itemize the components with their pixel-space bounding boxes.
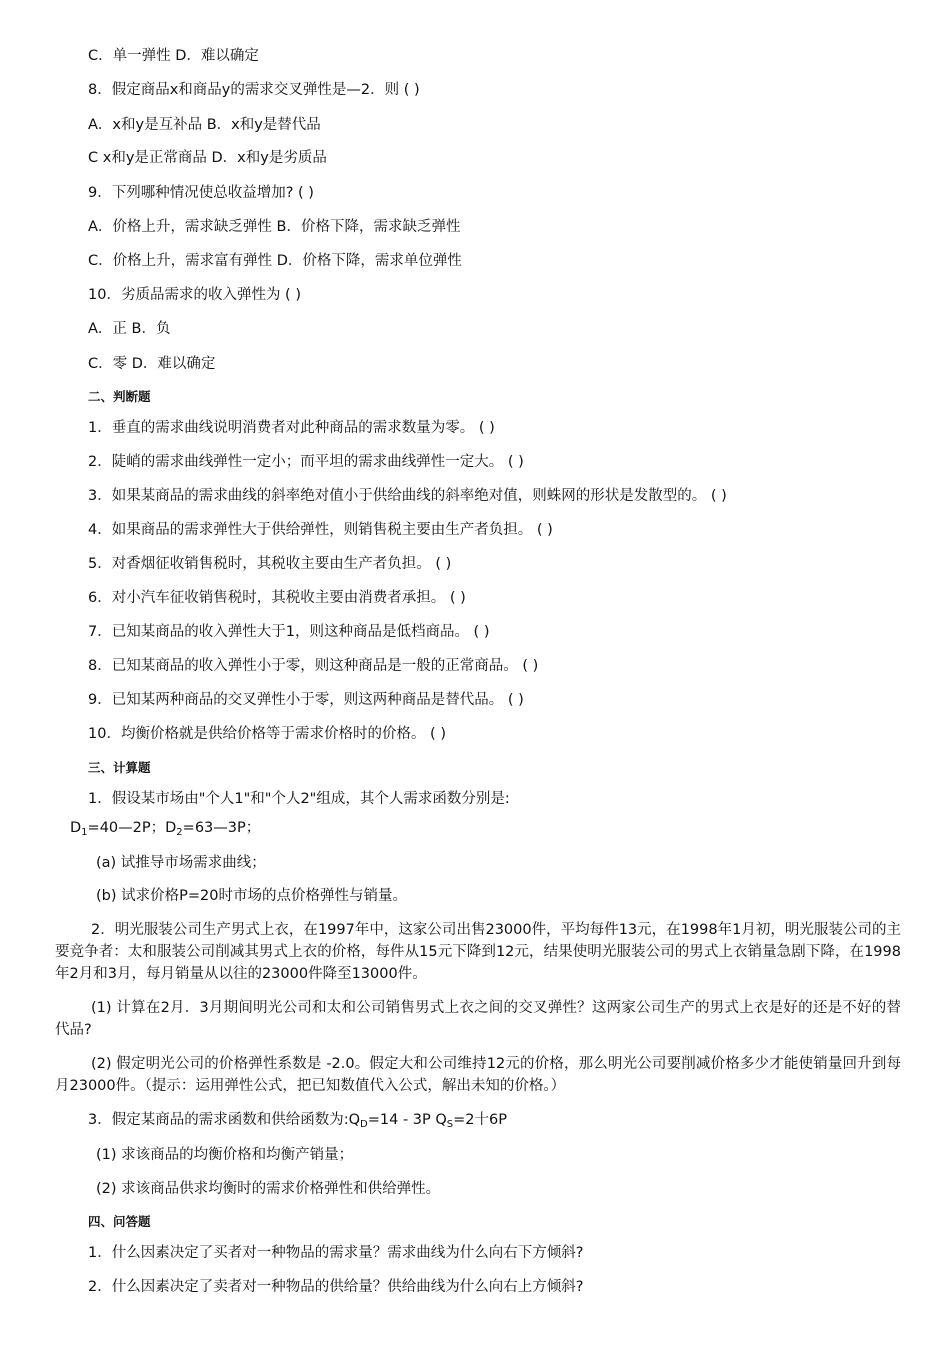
judgement-item: 2．陡峭的需求曲线弹性一定小；而平坦的需求曲线弹性一定大。 ( ) bbox=[88, 454, 524, 470]
section-heading-judgement: 二、判断题 bbox=[88, 389, 151, 404]
choice-line: C．价格上升，需求富有弹性 D．价格下降，需求单位弹性 bbox=[88, 253, 462, 269]
section-heading-qa: 四、问答题 bbox=[88, 1214, 151, 1229]
calc-question-3-1: (1) 求该商品的均衡价格和均衡产销量； bbox=[96, 1147, 354, 1163]
judgement-item: 7．已知某商品的收入弹性大于1，则这种商品是低档商品。 ( ) bbox=[88, 624, 490, 640]
demand-functions: $D_1=40—2P$；$D_2=63—3P$； bbox=[70, 820, 261, 838]
choice-line: C．零 D．难以确定 bbox=[88, 356, 216, 372]
calc-question-2: 2．明光服装公司生产男式上衣，在1997年中，这家公司出售23000件，平均每件13元，在1998年1月初，明光服装公司的主要竞争者：太和服装公司削减其男式上衣的价格，每件从15元下降到12元，结果使明光服装公司的男式上衣销量急剧下降，在1998年2月和3月，每月销量从以往的23000件降至13000件。 bbox=[55, 922, 901, 982]
calc-question-2-1: (1) 计算在2月．3月期间明光公司和太和公司销售男式上衣之间的交叉弹性？这两家公司生产的男式上衣是好的还是不好的替代品? bbox=[55, 1000, 901, 1038]
calc-question-2-2: (2) 假定明光公司的价格弹性系数是 -2.0。假定大和公司维持12元的价格，那么明光公司要削减价格多少才能使销量回升到每月23000件。（提示：运用弹性公式，把已知数值代入公式，解出未知的价格。） bbox=[55, 1056, 901, 1094]
judgement-item: 8．已知某商品的收入弹性小于零，则这种商品是一般的正常商品。 ( ) bbox=[88, 658, 539, 674]
judgement-item: 9．已知某两种商品的交叉弹性小于零，则这两种商品是替代品。 ( ) bbox=[88, 692, 524, 708]
choice-line: A．正 B．负 bbox=[88, 321, 171, 337]
calc-question-3-2: (2) 求该商品供求均衡时的需求价格弹性和供给弹性。 bbox=[96, 1181, 441, 1197]
choice-question-10: 10．劣质品需求的收入弹性为 ( ) bbox=[88, 287, 301, 303]
calc-question-1b: (b) 试求价格P=20时市场的点价格弹性与销量。 bbox=[96, 888, 407, 904]
judgement-item: 4．如果商品的需求弹性大于供给弹性，则销售税主要由生产者负担。 ( ) bbox=[88, 522, 553, 538]
section-heading-calculation: 三、计算题 bbox=[88, 760, 151, 775]
qa-item: 1．什么因素决定了买者对一种物品的需求量？需求曲线为什么向右下方倾斜? bbox=[88, 1245, 584, 1261]
choice-line: C．单一弹性 D．难以确定 bbox=[88, 48, 259, 64]
judgement-item: 10．均衡价格就是供给价格等于需求价格时的价格。 ( ) bbox=[88, 726, 446, 742]
judgement-item: 6．对小汽车征收销售税时，其税收主要由消费者承担。 ( ) bbox=[88, 590, 466, 606]
judgement-item: 5．对香烟征收销售税时，其税收主要由生产者负担。 ( ) bbox=[88, 556, 452, 572]
calc-question-3: 3．假定某商品的需求函数和供给函数为$:Q_D=14 - 3P$ $Q_S=2$十6P bbox=[88, 1112, 507, 1130]
choice-question-8: 8．假定商品x和商品y的需求交叉弹性是—2．则 ( ) bbox=[88, 82, 420, 98]
choice-line: C x和y是正常商品 D．x和y是劣质品 bbox=[88, 150, 327, 166]
judgement-item: 3．如果某商品的需求曲线的斜率绝对值小于供给曲线的斜率绝对值，则蛛网的形状是发散型的。 ( ) bbox=[88, 488, 727, 504]
qa-item: 2．什么因素决定了卖者对一种物品的供给量？供给曲线为什么向右上方倾斜? bbox=[88, 1279, 584, 1295]
calc-question-1: 1．假设某市场由"个人1"和"个人2"组成，其个人需求函数分别是: bbox=[88, 791, 510, 807]
choice-line: A．x和y是互补品 B．x和y是替代品 bbox=[88, 117, 321, 133]
calc-question-1a: (a) 试推导市场需求曲线； bbox=[96, 855, 266, 871]
choice-line: A．价格上升，需求缺乏弹性 B．价格下降，需求缺乏弹性 bbox=[88, 219, 461, 235]
judgement-item: 1．垂直的需求曲线说明消费者对此种商品的需求数量为零。 ( ) bbox=[88, 420, 495, 436]
choice-question-9: 9．下列哪种情况使总收益增加? ( ) bbox=[88, 185, 314, 201]
